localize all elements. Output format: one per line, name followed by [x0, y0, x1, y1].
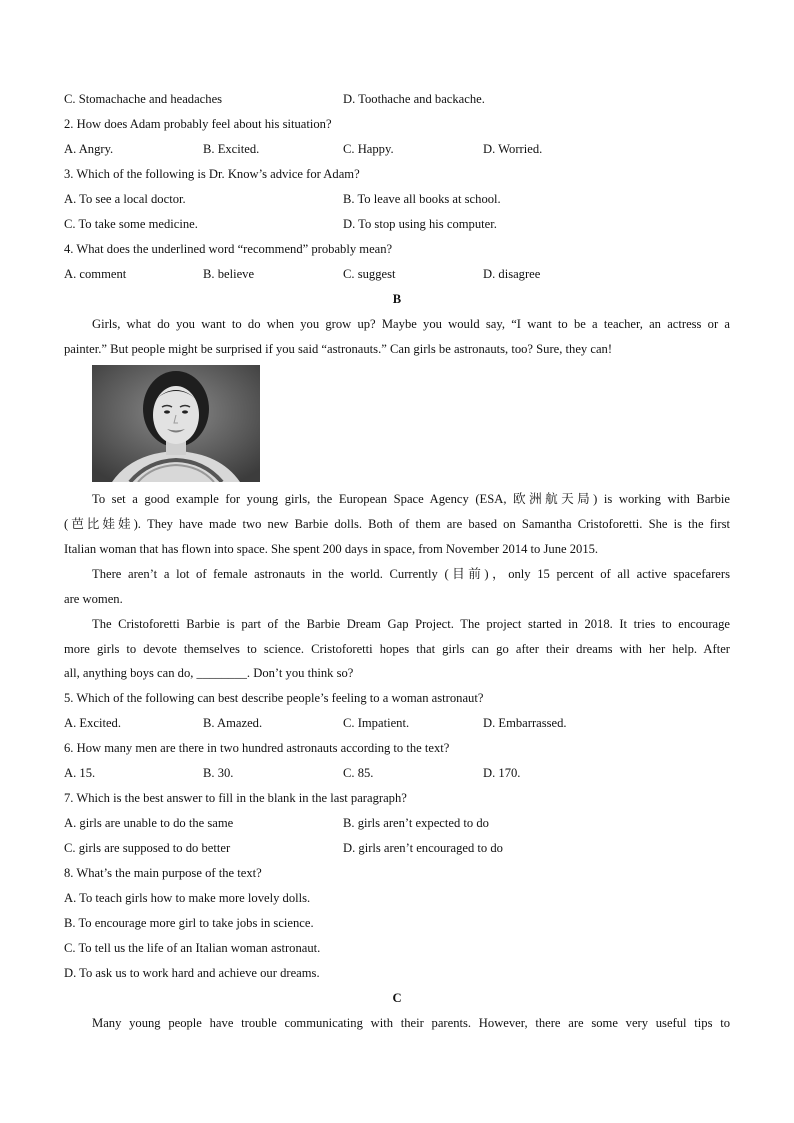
section-b-heading: B	[392, 292, 402, 306]
q6-option-b: B. 30.	[203, 766, 234, 780]
q7-question: 7. Which is the best answer to fill in the blank in the last paragraph?	[64, 791, 407, 805]
q5-option-d: D. Embarrassed.	[483, 716, 567, 730]
q3-option-d: D. To stop using his computer.	[343, 217, 497, 231]
q5-question: 5. Which of the following can best describe people’s feeling to a woman astronaut?	[64, 691, 484, 705]
q6-option-c: C. 85.	[343, 766, 374, 780]
q5-option-c: C. Impatient.	[343, 716, 410, 730]
q2-option-c: C. Happy.	[343, 142, 394, 156]
astronaut-photo	[92, 365, 260, 482]
b-p2-line1: To set a good example for young girls, the European Space Agency (ESA, 欧洲航天局) is working with Barbie	[92, 492, 730, 506]
q5-option-a: A. Excited.	[64, 716, 122, 730]
b-p3-line2: are women.	[64, 592, 123, 606]
b-p1-line1: Girls, what do you want to do when you grow up? Maybe you would say, “I want to be a teacher, an actress or a	[92, 317, 730, 331]
q7-option-b: B. girls aren’t expected to do	[343, 816, 489, 830]
q8-question: 8. What’s the main purpose of the text?	[64, 866, 262, 880]
q7-option-c: C. girls are supposed to do better	[64, 841, 231, 855]
b-p4-line3: all, anything boys can do, ________. Don’t you think so?	[64, 666, 354, 680]
q4-option-a: A. comment	[64, 267, 127, 281]
q4-option-d: D. disagree	[483, 267, 541, 281]
q3-option-c: C. To take some medicine.	[64, 217, 198, 231]
q1-option-c: C. Stomachache and headaches	[64, 92, 223, 106]
q2-option-d: D. Worried.	[483, 142, 543, 156]
q4-option-b: B. believe	[203, 267, 255, 281]
q3-option-b: B. To leave all books at school.	[343, 192, 501, 206]
q1-option-d: D. Toothache and backache.	[343, 92, 485, 106]
q2-option-b: B. Excited.	[203, 142, 260, 156]
q6-option-a: A. 15.	[64, 766, 96, 780]
b-p3-line1: There aren’t a lot of female astronauts in the world. Currently (目前)，only 15 percent of all active spacefarers	[92, 567, 730, 581]
b-p2-line3: Italian woman that has flown into space. She spent 200 days in space, from November 2014 to June 2015.	[64, 542, 599, 556]
q6-question: 6. How many men are there in two hundred astronauts according to the text?	[64, 741, 450, 755]
q8-option-a: A. To teach girls how to make more lovely dolls.	[64, 891, 311, 905]
b-p4-line2: more girls to devote themselves to science. Cristoforetti hopes that girls can go after their dreams with her help. After	[64, 642, 730, 656]
q5-option-b: B. Amazed.	[203, 716, 263, 730]
q6-option-d: D. 170.	[483, 766, 521, 780]
b-p1-line2: painter.” But people might be surprised if you said “astronauts.” Can girls be astronauts, too? Sure, they can!	[64, 342, 613, 356]
q4-option-c: C. suggest	[343, 267, 396, 281]
b-p4-line1: The Cristoforetti Barbie is part of the Barbie Dream Gap Project. The project started in 2018. It tries to encourage	[92, 617, 730, 631]
q7-option-d: D. girls aren’t encouraged to do	[343, 841, 503, 855]
q8-option-d: D. To ask us to work hard and achieve our dreams.	[64, 966, 320, 980]
q2-question: 2. How does Adam probably feel about his situation?	[64, 117, 332, 131]
q2-option-a: A. Angry.	[64, 142, 114, 156]
q8-option-b: B. To encourage more girl to take jobs in science.	[64, 916, 314, 930]
q8-option-c: C. To tell us the life of an Italian woman astronaut.	[64, 941, 321, 955]
q4-question: 4. What does the underlined word “recommend” probably mean?	[64, 242, 393, 256]
q3-question: 3. Which of the following is Dr. Know’s advice for Adam?	[64, 167, 360, 181]
q3-option-a: A. To see a local doctor.	[64, 192, 186, 206]
c-p1-line1: Many young people have trouble communicating with their parents. However, there are some very useful tips to	[92, 1016, 730, 1030]
b-p2-line2: (芭比娃娃). They have made two new Barbie dolls. Both of them are based on Samantha Cristoforetti. She is the first	[64, 517, 730, 531]
q7-option-a: A. girls are unable to do the same	[64, 816, 234, 830]
section-c-heading: C	[392, 991, 402, 1005]
